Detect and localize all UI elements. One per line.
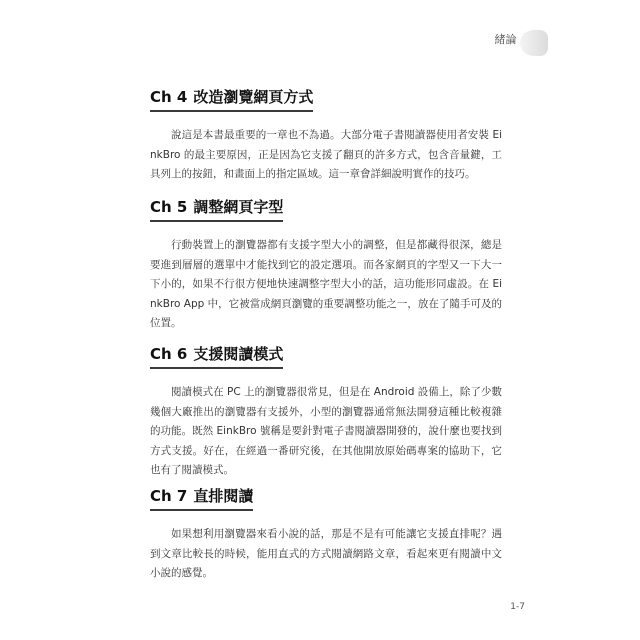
page-number: 1-7	[510, 602, 525, 612]
section-ch7	[150, 485, 502, 584]
section-heading	[150, 196, 283, 222]
section-ch4	[150, 86, 502, 185]
chapter-label: Ch 4	[150, 88, 188, 106]
section-ch6	[150, 343, 502, 481]
section-paragraph: 如果想利用瀏覽器來看小說的話，那是不是有可能讓它支援直排呢？遇到文章比較長的時候，能用直式的方式閱讀網路文章，看起來更有閱讀中文小說的感覺。	[150, 528, 502, 579]
section-heading	[150, 343, 283, 369]
chapter-heading-title: 改造瀏覽網頁方式	[193, 88, 314, 106]
section-ch5	[150, 196, 502, 334]
section-heading	[150, 485, 253, 511]
chapter-tab-decoration	[520, 30, 548, 56]
chapter-title: 緒論	[494, 33, 517, 46]
section-paragraph: 行動裝置上的瀏覽器都有支援字型大小的調整，但是都藏得很深，總是要進到層層的選單中才能找到它的設定選項。而各家網頁的字型又一下大一下小的，如果不行很方便地快速調整字型大小的話，這功能形同虛設。在 EinkBro App 中，它被當成網頁瀏覽的重要調整功能之一，放在了隨手可及的位置。	[150, 239, 502, 329]
chapter-label: Ch 5	[150, 198, 188, 216]
chapter-heading-title: 支援閱讀模式	[193, 345, 284, 363]
chapter-heading-title: 直排閱讀	[193, 487, 254, 505]
section-paragraph: 說這是本書最重要的一章也不為過。大部分電子書閱讀器使用者安裝 EinkBro 的最主要原因，正是因為它支援了翻頁的許多方式，包含音量鍵，工具列上的按鈕，和畫面上的指定區域。這一章會詳細說明實作的技巧。	[150, 129, 502, 180]
chapter-label: Ch 7	[150, 487, 188, 505]
section-paragraph: 閱讀模式在 PC 上的瀏覽器很常見，但是在 Android 設備上，除了少數幾個大廠推出的瀏覽器有支援外，小型的瀏覽器通常無法開發這種比較複雜的功能。既然 EinkBro 號稱是要針對電子書閱讀器開發的，說什麼也要找到方式支援。好在，在經過一番研究後，在其他開放原始碼專案的協助下，它也有了閱讀模式。	[150, 386, 502, 476]
chapter-heading-title: 調整網頁字型	[193, 198, 284, 216]
chapter-label: Ch 6	[150, 345, 188, 363]
section-heading	[150, 86, 313, 112]
